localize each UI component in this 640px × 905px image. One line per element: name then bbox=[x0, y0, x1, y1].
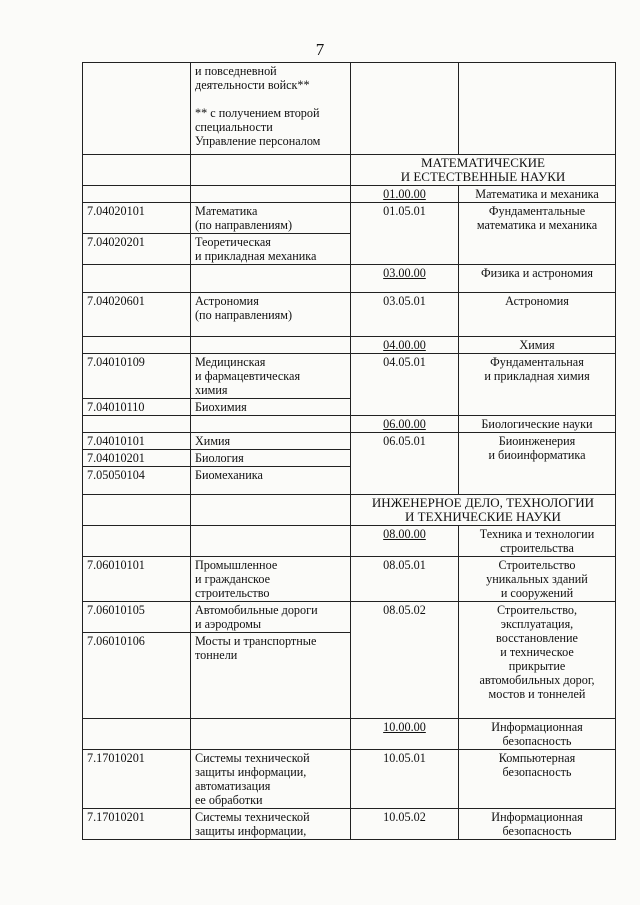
name-cell: Биология bbox=[191, 450, 351, 467]
page-number: 7 bbox=[315, 40, 325, 59]
table-row bbox=[83, 526, 616, 557]
program-code-cell: 06.05.01 bbox=[351, 433, 459, 495]
table-row bbox=[83, 293, 616, 337]
table-row bbox=[83, 602, 616, 633]
name-cell: Математика (по направлениям) bbox=[191, 203, 351, 234]
name-cell bbox=[191, 526, 351, 557]
program-name-cell: Фундаментальные математика и механика bbox=[459, 203, 616, 265]
table-row bbox=[83, 719, 616, 750]
code-cell: 7.06010101 bbox=[83, 557, 191, 602]
program-code-cell: 08.05.01 bbox=[351, 557, 459, 602]
section-heading: ИНЖЕНЕРНОЕ ДЕЛО, ТЕХНОЛОГИИ И ТЕХНИЧЕСКИЕ НАУКИ bbox=[351, 495, 616, 526]
program-code-cell: 08.00.00 bbox=[351, 526, 459, 557]
program-code-cell: 06.00.00 bbox=[351, 416, 459, 433]
program-code-cell: 10.00.00 bbox=[351, 719, 459, 750]
name-cell: Промышленное и гражданское строительство bbox=[191, 557, 351, 602]
program-name-cell: Компьютерная безопасность bbox=[459, 750, 616, 809]
table-row bbox=[83, 203, 616, 234]
name-cell bbox=[191, 337, 351, 354]
program-name-cell: Фундаментальная и прикладная химия bbox=[459, 354, 616, 416]
name-cell bbox=[191, 416, 351, 433]
code-cell: 7.04010101 bbox=[83, 433, 191, 450]
program-name-cell: Информационная безопасность bbox=[459, 809, 616, 840]
name-cell: Теоретическая и прикладная механика bbox=[191, 234, 351, 265]
code-cell bbox=[83, 495, 191, 526]
table-row bbox=[83, 416, 616, 433]
table-row bbox=[83, 337, 616, 354]
program-code-cell: 03.00.00 bbox=[351, 265, 459, 293]
name-cell bbox=[191, 155, 351, 186]
program-name-cell: Биоинженерия и биоинформатика bbox=[459, 433, 616, 495]
name-cell: Биомеханика bbox=[191, 467, 351, 495]
section-row bbox=[83, 495, 616, 526]
name-cell: Астрономия (по направлениям) bbox=[191, 293, 351, 337]
program-code-cell bbox=[351, 63, 459, 155]
name-cell: Автомобильные дороги и аэродромы bbox=[191, 602, 351, 633]
name-cell: Медицинская и фармацевтическая химия bbox=[191, 354, 351, 399]
code-cell: 7.04010201 bbox=[83, 450, 191, 467]
code-cell: 7.04020201 bbox=[83, 234, 191, 265]
table-row bbox=[83, 750, 616, 809]
program-code-cell: 10.05.02 bbox=[351, 809, 459, 840]
name-cell bbox=[191, 265, 351, 293]
name-cell: Биохимия bbox=[191, 399, 351, 416]
code-cell: 7.06010105 bbox=[83, 602, 191, 633]
name-cell bbox=[191, 495, 351, 526]
program-name-cell: Математика и механика bbox=[459, 186, 616, 203]
specialties-table bbox=[82, 62, 616, 840]
code-cell bbox=[83, 719, 191, 750]
name-cell: Мосты и транспортные тоннели bbox=[191, 633, 351, 719]
program-code-cell: 08.05.02 bbox=[351, 602, 459, 719]
code-cell bbox=[83, 265, 191, 293]
table-row bbox=[83, 433, 616, 450]
program-name-cell: Строительство уникальных зданий и сооружений bbox=[459, 557, 616, 602]
program-code-cell: 01.05.01 bbox=[351, 203, 459, 265]
name-cell: Химия bbox=[191, 433, 351, 450]
program-name-cell bbox=[459, 63, 616, 155]
code-cell: 7.04010109 bbox=[83, 354, 191, 399]
code-cell bbox=[83, 416, 191, 433]
program-code-cell: 04.00.00 bbox=[351, 337, 459, 354]
section-row bbox=[83, 155, 616, 186]
program-code-cell: 03.05.01 bbox=[351, 293, 459, 337]
program-name-cell: Астрономия bbox=[459, 293, 616, 337]
table-row bbox=[83, 265, 616, 293]
table-row bbox=[83, 809, 616, 840]
code-cell: 7.17010201 bbox=[83, 750, 191, 809]
program-code-cell: 04.05.01 bbox=[351, 354, 459, 416]
name-cell: Системы технической защиты информации, автоматизация ее обработки bbox=[191, 750, 351, 809]
name-cell bbox=[191, 719, 351, 750]
code-cell: 7.06010106 bbox=[83, 633, 191, 719]
name-cell: и повседневной деятельности войск** ** с получением второй специальности Управление персоналом bbox=[191, 63, 351, 155]
code-cell bbox=[83, 63, 191, 155]
program-name-cell: Строительство, эксплуатация, восстановление и техническое прикрытие автомобильных дорог, мостов и тоннелей bbox=[459, 602, 616, 719]
program-code-cell: 10.05.01 bbox=[351, 750, 459, 809]
code-cell: 7.04020601 bbox=[83, 293, 191, 337]
code-cell bbox=[83, 155, 191, 186]
name-cell: Системы технической защиты информации, bbox=[191, 809, 351, 840]
program-code-cell: 01.00.00 bbox=[351, 186, 459, 203]
section-heading: МАТЕМАТИЧЕСКИЕ И ЕСТЕСТВЕННЫЕ НАУКИ bbox=[351, 155, 616, 186]
program-name-cell: Биологические науки bbox=[459, 416, 616, 433]
table-row bbox=[83, 63, 616, 155]
program-name-cell: Информационная безопасность bbox=[459, 719, 616, 750]
code-cell bbox=[83, 337, 191, 354]
name-cell bbox=[191, 186, 351, 203]
table-row bbox=[83, 354, 616, 399]
program-name-cell: Физика и астрономия bbox=[459, 265, 616, 293]
table-row bbox=[83, 557, 616, 602]
code-cell: 7.04010110 bbox=[83, 399, 191, 416]
program-name-cell: Техника и технологии строительства bbox=[459, 526, 616, 557]
code-cell: 7.05050104 bbox=[83, 467, 191, 495]
code-cell bbox=[83, 186, 191, 203]
code-cell bbox=[83, 526, 191, 557]
table-row bbox=[83, 186, 616, 203]
code-cell: 7.04020101 bbox=[83, 203, 191, 234]
program-name-cell: Химия bbox=[459, 337, 616, 354]
code-cell: 7.17010201 bbox=[83, 809, 191, 840]
